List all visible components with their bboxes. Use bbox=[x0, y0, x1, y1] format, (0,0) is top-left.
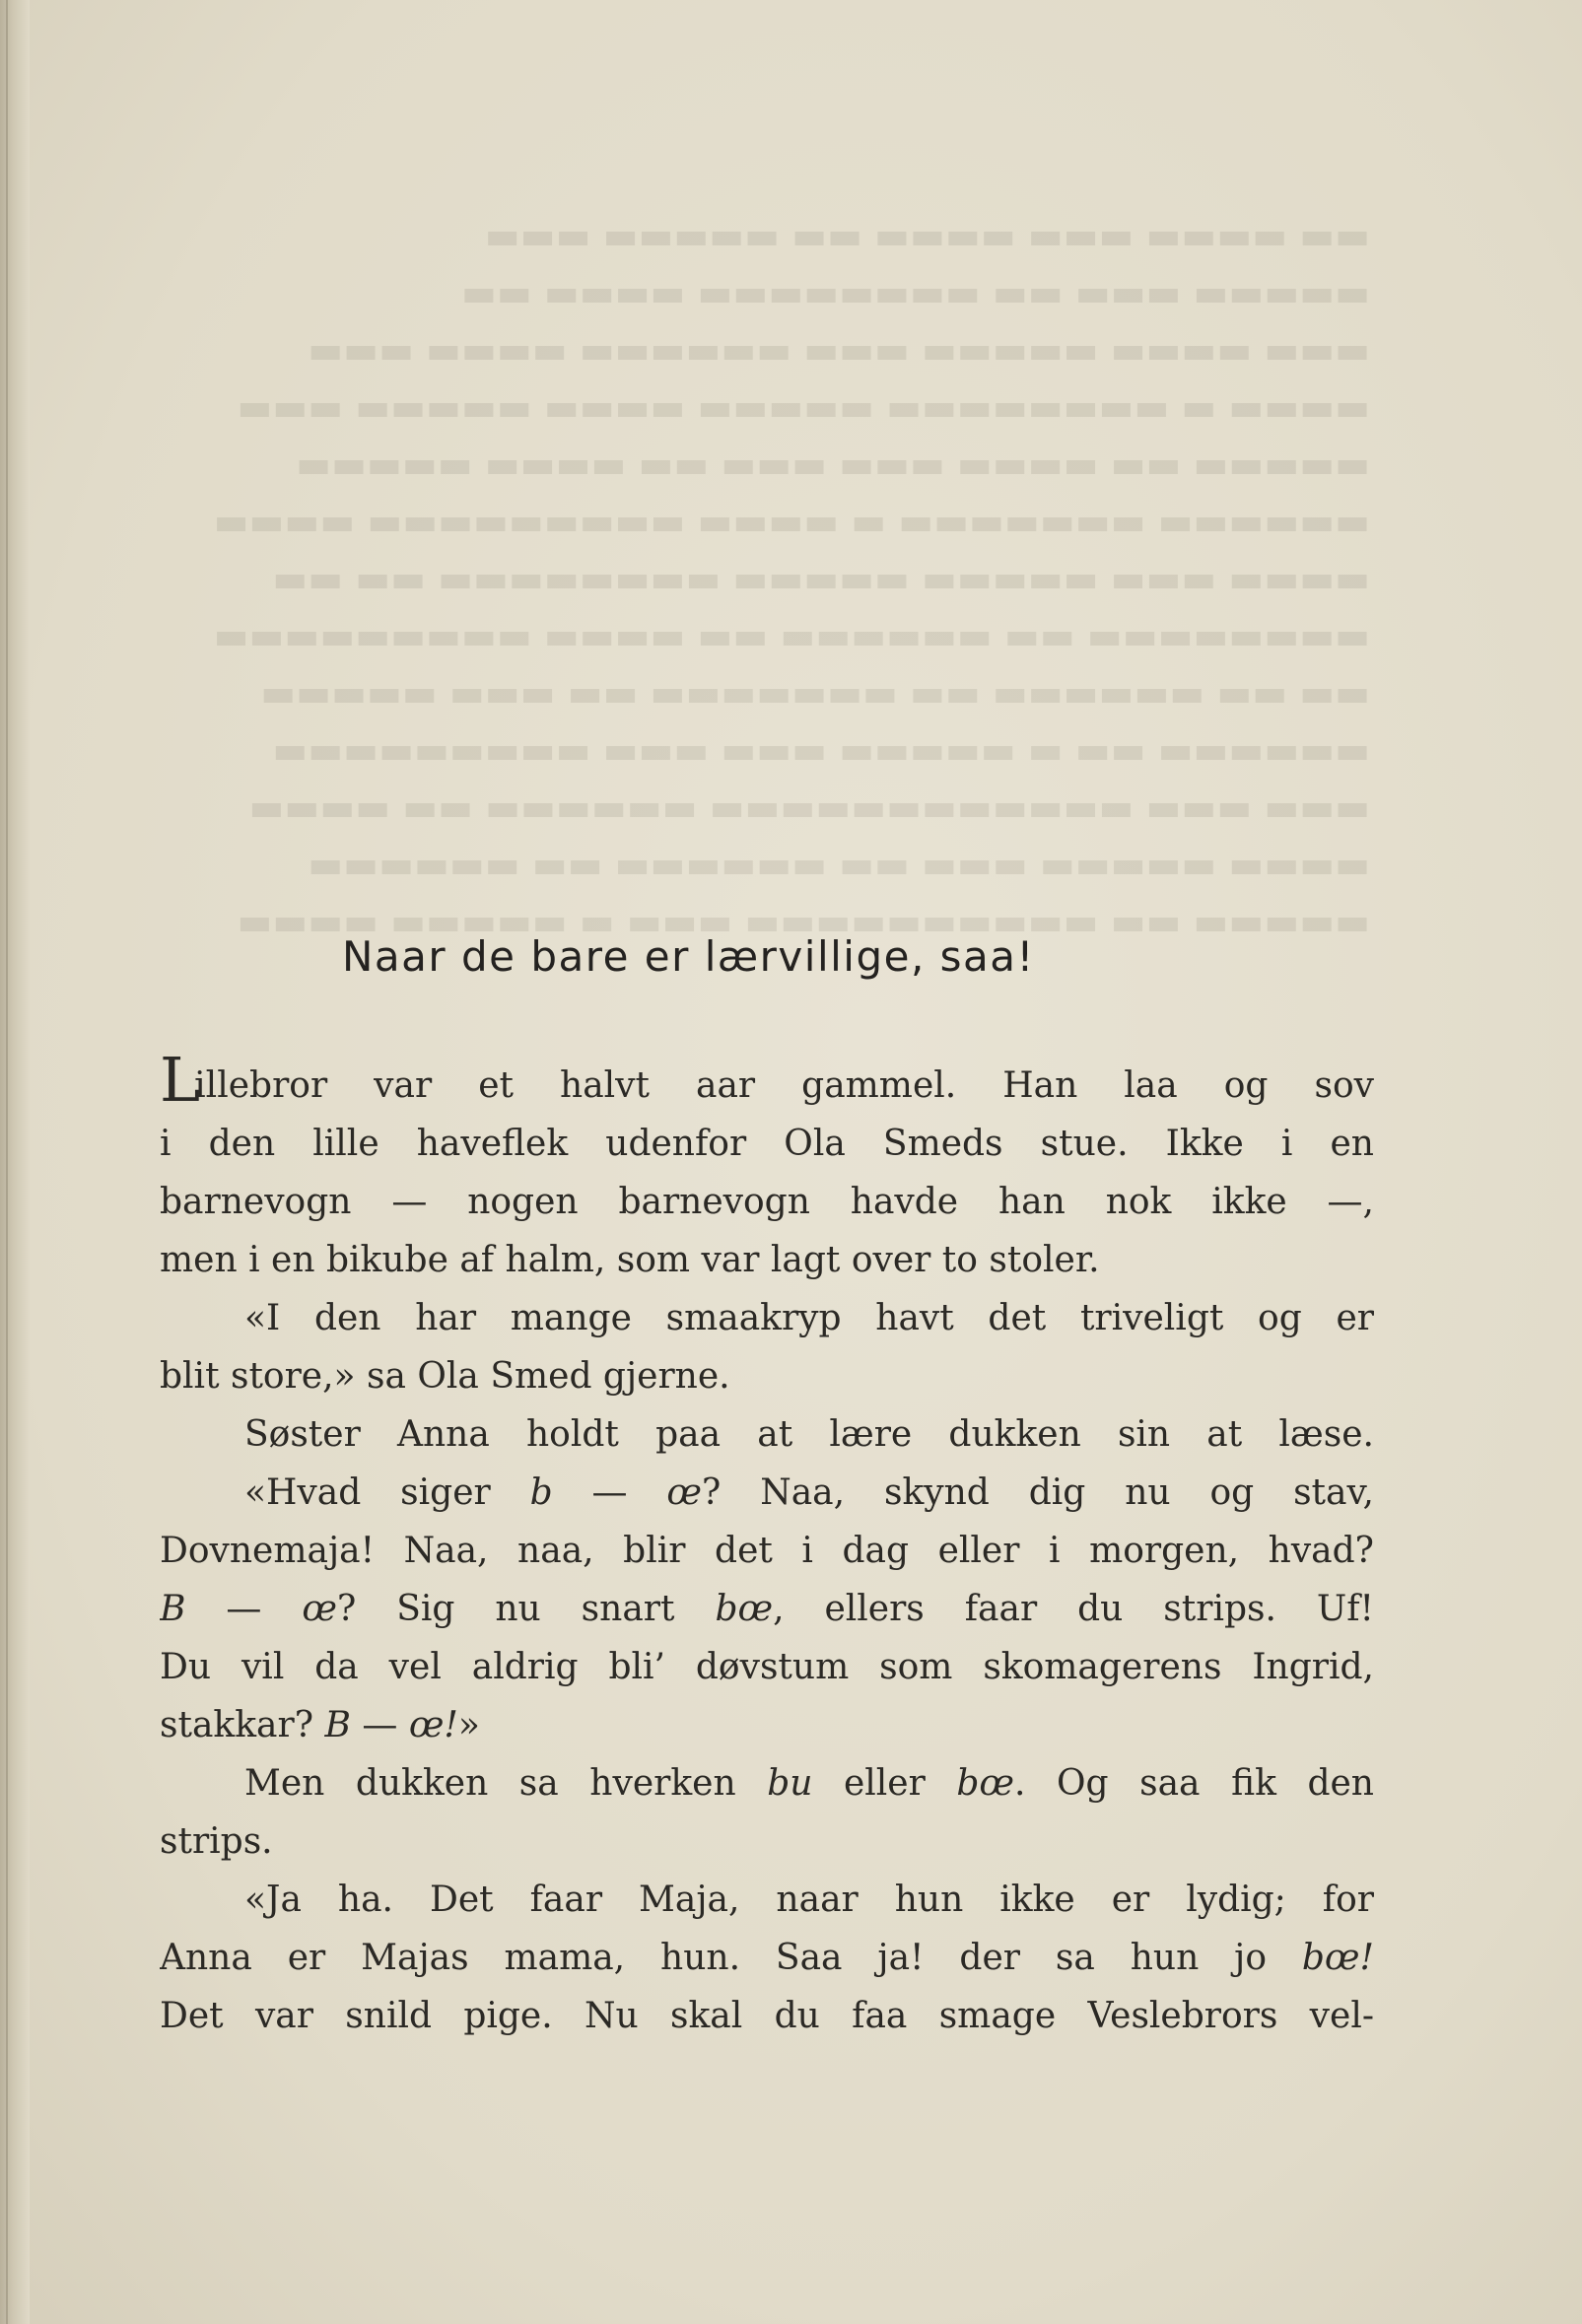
bleed-through-texture: ▬▬ ▬▬▬▬ ▬▬▬ ▬▬▬▬ ▬▬ ▬▬▬▬▬ ▬▬▬ ▬▬▬▬▬ ▬▬▬ ▬▬ ▬▬▬▬▬▬▬▬ ▬▬▬▬ ▬▬ ▬▬▬ ▬▬▬▬ ▬▬▬▬▬ ▬▬▬ ▬▬▬▬▬▬ ▬▬▬▬ ▬▬▬ ▬▬▬▬ ▬ ▬▬▬▬▬▬▬▬ ▬▬▬▬▬ ▬▬▬▬ ▬▬▬▬▬ ▬▬▬ ▬▬▬▬▬ ▬▬ ▬▬▬▬ ▬▬▬ ▬▬▬ ▬▬ ▬▬▬▬ ▬▬▬▬▬ ▬▬▬▬▬▬ ▬▬▬▬▬▬▬ ▬ ▬▬▬▬ ▬▬▬▬▬▬▬▬▬ ▬▬▬▬ ▬▬▬▬ ▬▬▬ ▬▬▬▬▬ ▬▬▬▬▬ ▬▬▬▬▬▬▬▬ ▬▬ ▬▬ ▬▬▬▬▬▬▬▬ ▬▬ ▬▬▬▬▬▬ ▬▬ ▬▬▬▬ ▬▬▬▬▬▬▬▬▬ ▬▬ ▬▬ ▬▬▬▬▬▬ ▬▬ ▬▬▬▬▬▬▬ ▬▬ ▬▬▬ ▬▬▬▬▬ ▬▬▬▬▬▬ ▬▬ ▬ ▬▬▬▬▬ ▬▬▬ ▬▬▬ ▬▬▬▬▬▬▬▬▬ ▬▬▬ ▬▬▬ ▬▬▬▬▬▬▬▬▬▬▬▬ ▬▬▬▬▬▬ ▬▬ ▬▬▬▬ ▬▬▬▬ ▬▬▬▬▬ ▬▬▬ ▬▬ ▬▬▬▬▬▬ ▬▬ ▬▬▬▬▬▬ ▬▬▬▬▬ ▬▬ ▬▬▬▬▬▬▬▬▬▬ ▬▬▬ ▬ ▬▬▬▬▬ ▬▬▬▬ bbox=[213, 214, 1370, 943]
line-segment: ? Naa, skynd dig nu og stav, bbox=[702, 1472, 1374, 1513]
line-segment: «Hvad siger bbox=[244, 1472, 530, 1513]
line-segment: . Og saa fik den bbox=[1014, 1763, 1374, 1804]
text-line: «I den har mange smaakryp havt det triveligt og er bbox=[244, 1298, 1374, 1338]
line-segment: — bbox=[552, 1472, 667, 1513]
line-segment: » bbox=[457, 1705, 480, 1745]
text-line bbox=[160, 1754, 1374, 1812]
line-segment: — bbox=[185, 1589, 303, 1629]
italic-letter: b bbox=[529, 1472, 553, 1513]
italic-letter: œ! bbox=[408, 1705, 458, 1745]
text-line bbox=[160, 1464, 1374, 1522]
text-line: «Ja ha. Det faar Maja, naar hun ikke er lydig; for bbox=[244, 1880, 1374, 1920]
text-line: strips. bbox=[160, 1821, 273, 1862]
line-segment: stakkar? bbox=[160, 1705, 325, 1745]
text-line: barnevogn — nogen barnevogn havde han nok ikke —, bbox=[160, 1182, 1374, 1222]
italic-word: bœ bbox=[956, 1763, 1015, 1804]
text-line: Dovnemaja! Naa, naa, blir det i dag eller i morgen, hvad? bbox=[160, 1531, 1374, 1571]
italic-word: bœ bbox=[715, 1589, 774, 1629]
line-text: illebror var et halvt aar gammel. Han laa og sov bbox=[194, 1065, 1374, 1106]
line-segment: , ellers faar du strips. Uf! bbox=[773, 1589, 1374, 1629]
text-line: i den lille haveflek udenfor Ola Smeds stue. Ikke i en bbox=[160, 1124, 1374, 1164]
italic-letter: B bbox=[324, 1705, 351, 1745]
italic-word: bœ! bbox=[1301, 1938, 1374, 1978]
text-line bbox=[160, 1929, 1374, 1987]
text-line: Det var snild pige. Nu skal du faa smage Veslebrors vel- bbox=[160, 1996, 1374, 2036]
body-text bbox=[160, 1057, 1374, 2072]
italic-letter: œ bbox=[666, 1472, 703, 1513]
binding-edge bbox=[6, 0, 8, 2324]
text-line: blit store,» sa Ola Smed gjerne. bbox=[160, 1356, 730, 1397]
text-line: men i en bikube af halm, som var lagt over to stoler. bbox=[160, 1240, 1100, 1280]
italic-letter: B bbox=[160, 1589, 186, 1629]
text-line bbox=[160, 1057, 1374, 1115]
line-segment: — bbox=[350, 1705, 409, 1745]
text-line bbox=[160, 1580, 1374, 1638]
italic-letter: œ bbox=[302, 1589, 337, 1629]
text-line: Søster Anna holdt paa at lære dukken sin at læse. bbox=[244, 1414, 1374, 1455]
drop-cap: L bbox=[160, 1057, 195, 1115]
line-segment: Anna er Majas mama, hun. Saa ja! der sa hun jo bbox=[160, 1938, 1302, 1978]
line-segment: eller bbox=[812, 1763, 957, 1804]
italic-word: bu bbox=[767, 1763, 813, 1804]
chapter-heading: Naar de bare er lærvillige, saa! bbox=[342, 932, 1035, 981]
line-segment: Men dukken sa hverken bbox=[244, 1763, 768, 1804]
line-segment: ? Sig nu snart bbox=[336, 1589, 716, 1629]
page-gutter bbox=[0, 0, 30, 2324]
text-line: Du vil da vel aldrig bli’ døvstum som skomagerens Ingrid, bbox=[160, 1647, 1374, 1687]
text-line bbox=[160, 1696, 1374, 1754]
